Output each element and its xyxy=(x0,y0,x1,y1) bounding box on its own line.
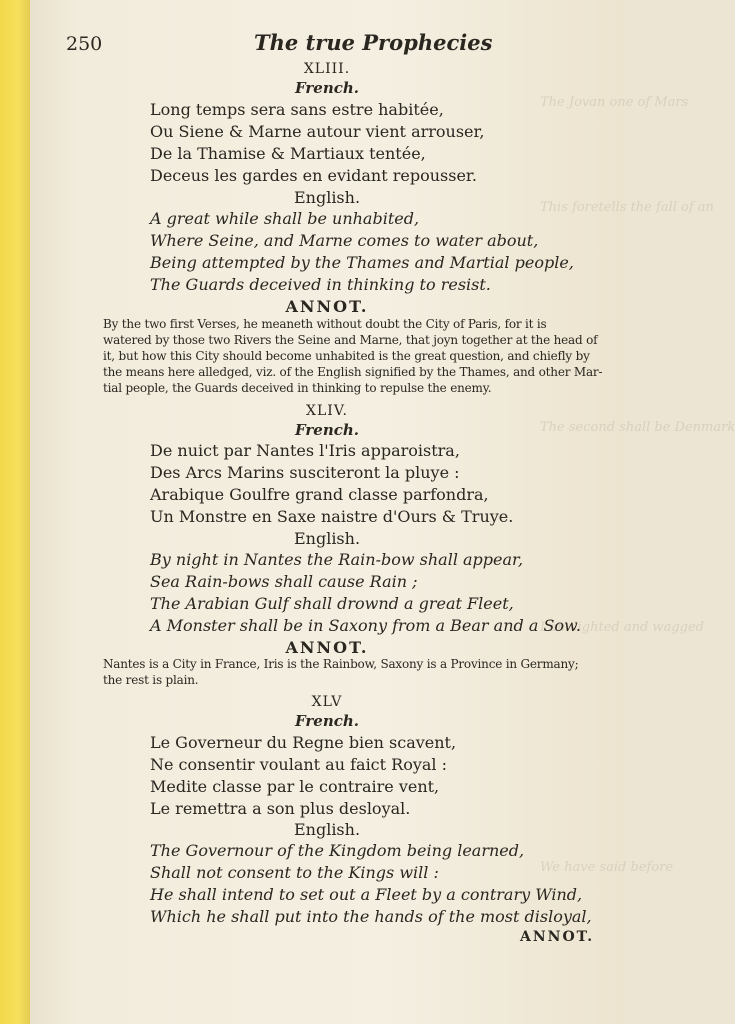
french-heading: French. xyxy=(295,79,359,97)
annotation-line: Nantes is a City in France, Iris is the Rainbow, Saxony is a Province in Germany; xyxy=(103,657,579,671)
annotation-paragraph xyxy=(103,656,608,688)
quatrain-number: XLIII. xyxy=(303,61,351,77)
english-heading: English. xyxy=(293,529,361,548)
english-heading: English. xyxy=(293,820,361,839)
page-number: 250 xyxy=(66,33,103,55)
verse-line: Which he shall put into the hands of the most disloyal, xyxy=(150,907,592,926)
verse-line: Le remettra a son plus desloyal. xyxy=(150,799,411,818)
verse-line: De nuict par Nantes l'Iris apparoistra, xyxy=(150,441,460,460)
verse-line: De la Thamise & Martiaux tentée, xyxy=(150,144,426,163)
bleed-through-text: I am lighted and wagged xyxy=(540,620,704,635)
english-verse xyxy=(150,840,592,928)
binding-gutter xyxy=(0,0,30,1024)
verse-line: Being attempted by the Thames and Martial people, xyxy=(150,253,574,272)
english-verse xyxy=(150,549,581,637)
annotation-line: the means here alledged, viz. of the English signified by the Thames, and other Mar- xyxy=(103,365,603,379)
bleed-through-text: We have said before xyxy=(540,860,674,875)
verse-line: The Arabian Gulf shall drownd a great Fleet, xyxy=(150,594,514,613)
annotation-paragraph xyxy=(103,316,608,396)
verse-line: The Guards deceived in thinking to resist. xyxy=(150,275,491,294)
verse-line: Where Seine, and Marne comes to water about, xyxy=(150,231,539,250)
french-heading: French. xyxy=(295,712,359,730)
verse-line: The Governour of the Kingdom being learned, xyxy=(150,841,525,860)
english-heading: English. xyxy=(293,188,361,207)
verse-line: Medite classe par le contraire vent, xyxy=(150,777,440,796)
verse-line: Shall not consent to the Kings will : xyxy=(150,863,439,882)
annotation-line: it, but how this City should become unhabited is the great question, and chiefly by xyxy=(103,349,590,363)
annotation-line: By the two first Verses, he meaneth without doubt the City of Paris, for it is xyxy=(103,317,547,331)
verse-line: Sea Rain-bows shall cause Rain ; xyxy=(150,572,418,591)
verse-line: Long temps sera sans estre habitée, xyxy=(150,100,444,119)
annotation-line: tial people, the Guards deceived in thinking to repulse the enemy. xyxy=(103,381,492,395)
french-heading: French. xyxy=(295,421,359,439)
verse-line: Des Arcs Marins susciteront la pluye : xyxy=(150,463,460,482)
bleed-through-text: The Jovan one of Mars xyxy=(540,95,689,110)
running-title: The true Prophecies xyxy=(254,30,493,55)
quatrain-number: XLV xyxy=(311,694,343,710)
verse-line: He shall intend to set out a Fleet by a contrary Wind, xyxy=(150,885,583,904)
verse-line: Un Monstre en Saxe naistre d'Ours & Truye. xyxy=(150,507,514,526)
french-verse xyxy=(150,732,456,820)
verse-line: Ou Siene & Marne autour vient arrouser, xyxy=(150,122,485,141)
english-verse xyxy=(150,208,574,296)
verse-line: A great while shall be unhabited, xyxy=(150,209,420,228)
verse-line: Le Governeur du Regne bien scavent, xyxy=(150,733,457,752)
annotation-line: watered by those two Rivers the Seine and Marne, that joyn together at the head of xyxy=(103,333,598,347)
annotation-line: the rest is plain. xyxy=(103,673,199,687)
french-verse xyxy=(150,440,513,528)
annot-heading: ANNOT. xyxy=(285,297,369,316)
annot-heading: ANNOT. xyxy=(285,638,369,657)
bleed-through-text: The second shall be Denmark xyxy=(540,420,735,435)
verse-line: Arabique Goulfre grand classe parfondra, xyxy=(150,485,489,504)
bleed-through-text: This foretells the fall of an xyxy=(540,200,714,215)
verse-line: Deceus les gardes en evidant repousser. xyxy=(150,166,477,185)
catchword: ANNOT. xyxy=(520,929,595,945)
verse-line: By night in Nantes the Rain-bow shall appear, xyxy=(150,550,524,569)
verse-line: Ne consentir voulant au faict Royal : xyxy=(150,755,448,774)
quatrain-number: XLIV. xyxy=(306,403,348,419)
french-verse xyxy=(150,99,485,187)
verse-line: A Monster shall be in Saxony from a Bear and a Sow. xyxy=(150,616,581,635)
